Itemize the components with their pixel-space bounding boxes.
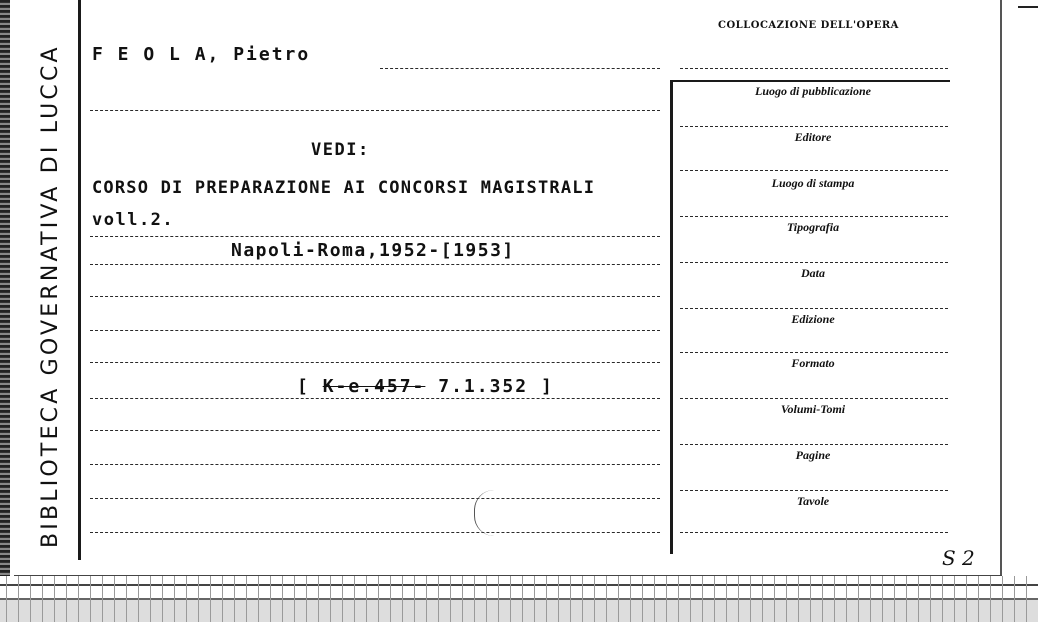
rule-line (680, 308, 948, 309)
shelfmark-open-bracket: [ (297, 376, 310, 397)
collocation-header: COLLOCAZIONE DELL'OPERA (718, 20, 899, 31)
rule-line (90, 532, 660, 533)
scan-bottom-strip (0, 576, 1038, 622)
card-left-edge (0, 0, 10, 622)
rule-line (90, 430, 660, 431)
work-title: CORSO DI PREPARAZIONE AI CONCORSI MAGISTRALI (92, 178, 596, 198)
imprint: Napoli-Roma,1952-[1953] (231, 240, 515, 261)
shelfmark-close-bracket: ] (540, 376, 554, 397)
field-formato: Formato (791, 356, 835, 370)
rule-line (680, 68, 948, 69)
field-edizione: Edizione (791, 312, 835, 326)
corner-mark (1018, 6, 1038, 8)
shelfmark (297, 376, 554, 397)
signature-mark: S 2 (942, 546, 975, 570)
rule-line (90, 464, 660, 465)
rule-line (680, 352, 948, 353)
rule-line (90, 236, 660, 237)
author-heading: F E O L A, Pietro (92, 44, 311, 65)
rule-line (90, 110, 660, 111)
field-data: Data (801, 266, 825, 280)
library-vertical-title: BIBLIOTECA GOVERNATIVA DI LUCCA (38, 44, 63, 548)
see-reference-label: VEDI: (311, 140, 370, 160)
field-editore: Editore (794, 130, 832, 144)
rule-line (90, 362, 660, 363)
rule-line (680, 216, 948, 217)
rule-line (680, 170, 948, 171)
pencil-mark (474, 490, 495, 536)
rule-line (90, 296, 660, 297)
field-tavole: Tavole (796, 494, 830, 508)
rule-line (680, 398, 948, 399)
rule-line (680, 126, 948, 127)
card-right-edge (1000, 0, 1002, 575)
rule-line (680, 444, 948, 445)
rule-line (90, 330, 660, 331)
field-tipografia: Tipografia (786, 220, 840, 234)
rule-line (90, 398, 660, 399)
rule-line (680, 532, 948, 533)
field-pagine: Pagine (795, 448, 831, 462)
field-luogo-stampa: Luogo di stampa (771, 176, 855, 190)
volume-count: voll.2. (92, 210, 175, 230)
cancelled-shelfmark: K-e.457- (322, 376, 426, 397)
rule-line (680, 262, 948, 263)
rule-line (680, 490, 948, 491)
field-volumi-tomi: Volumi-Tomi (780, 402, 846, 416)
rule-line (380, 68, 660, 69)
current-shelfmark: 7.1.352 (438, 376, 529, 397)
rule-line (90, 264, 660, 265)
spine-rule (78, 0, 81, 560)
rule-line (90, 498, 660, 499)
field-luogo-pubblicazione: Luogo di pubblicazione (754, 84, 871, 98)
